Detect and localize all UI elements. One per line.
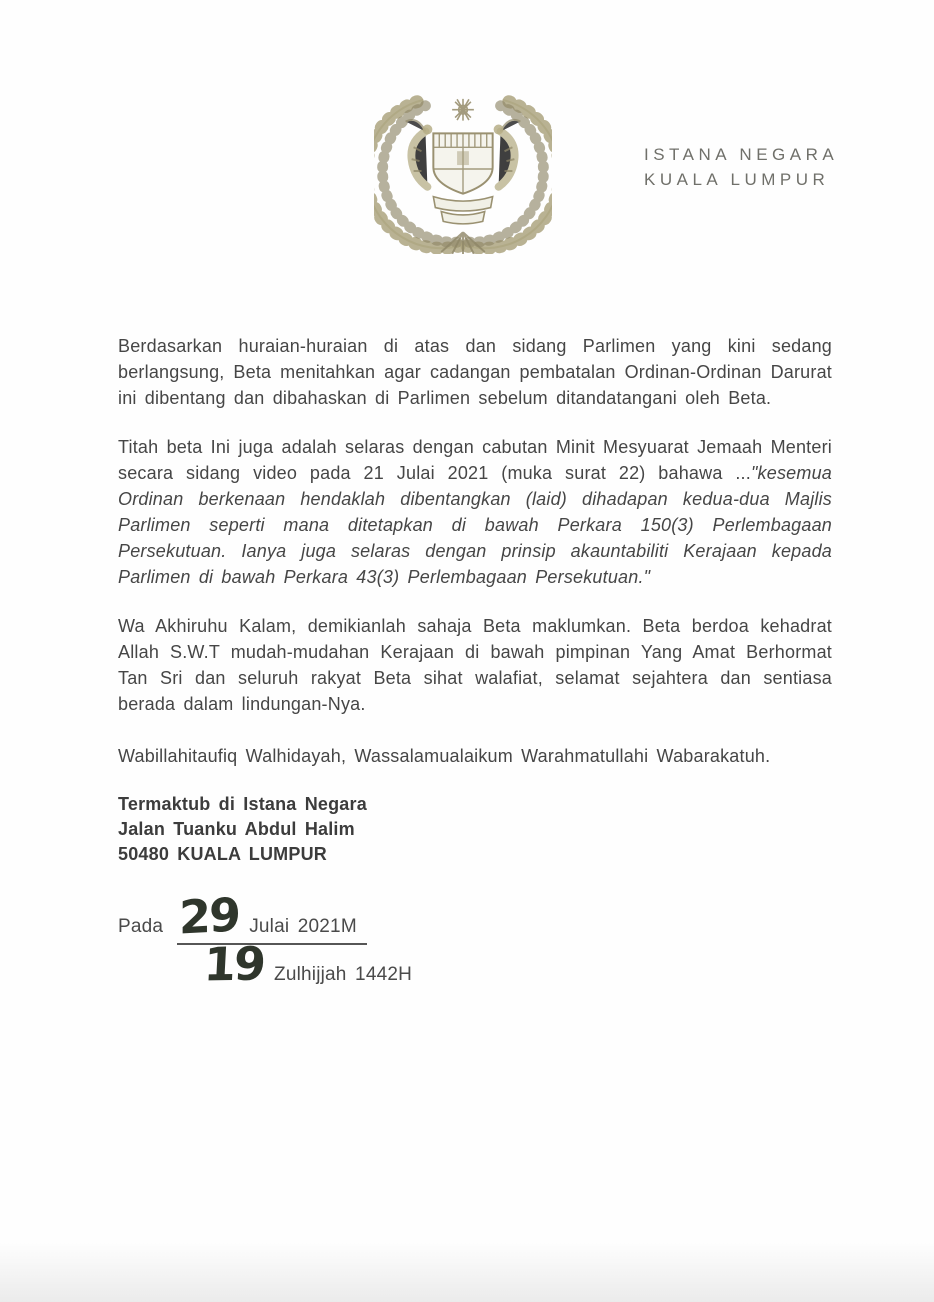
hijri-day-handwritten: 19 — [202, 936, 266, 992]
malaysia-coat-of-arms-icon — [374, 84, 552, 254]
body-paragraph-1: Berdasarkan huraian-huraian di atas dan sidang Parlimen yang kini sedang berlangsung, Beta menitahkan agar cadangan pembatalan Ordinan-Ordinan Darurat ini dibentang dan dibahaskan di Parlimen sebelum ditandatangani oleh Beta. — [118, 336, 832, 408]
signature-city-line: 50480 KUALA LUMPUR — [118, 844, 327, 864]
signature-location-line: Termaktub di Istana Negara — [118, 794, 367, 814]
date-prefix-label: Pada — [118, 916, 164, 937]
date-block — [118, 887, 832, 992]
signature-block — [118, 792, 832, 867]
paragraph-2-normal-text: Titah beta Ini juga adalah selaras dengan cabutan Minit Mesyuarat Jemaah Menteri secara sidang video pada 21 Julai 2021 (muka surat 22) bahawa ... — [118, 437, 832, 483]
gregorian-day-handwritten: 29 — [179, 887, 240, 945]
paragraph-2-quoted-minutes-text: "kesemua Ordinan berkenaan hendaklah dibentangkan (laid) dihadapan kedua-dua Majlis Parlimen seperti mana ditetapkan di bawah Perkara 150(3) Perlembagaan Persekutuan. Ianya juga selaras dengan prinsip akauntabiliti Kerajaan kepada Parlimen di bawah Perkara 43(3) Perlembagaan Persekutuan." — [118, 463, 832, 587]
hijri-date-row — [118, 936, 832, 992]
closing-salutation: Wabillahitaufiq Walhidayah, Wassalamualaikum Warahmatullahi Wabarakatuh. — [118, 746, 771, 766]
letterhead-org-line2: KUALA LUMPUR — [644, 170, 830, 189]
signature-street-line: Jalan Tuanku Abdul Halim — [118, 819, 355, 839]
letterhead-org-line1: ISTANA NEGARA — [644, 145, 839, 164]
hijri-month-year: Zulhijjah 1442H — [274, 964, 413, 985]
gregorian-month-year: Julai 2021M — [249, 916, 357, 937]
letterhead — [644, 142, 838, 192]
body-paragraph-2 — [118, 434, 832, 590]
body-paragraph-3: Wa Akhiruhu Kalam, demikianlah sahaja Beta maklumkan. Beta berdoa kehadrat Allah S.W.T mudah-mudahan Kerajaan di bawah pimpinan Yang Amat Berhormat Tan Sri dan seluruh rakyat Beta sihat walafiat, selamat sejahtera dan sentiasa berada dalam lindungan-Nya. — [118, 616, 832, 714]
letter-body — [118, 333, 832, 992]
